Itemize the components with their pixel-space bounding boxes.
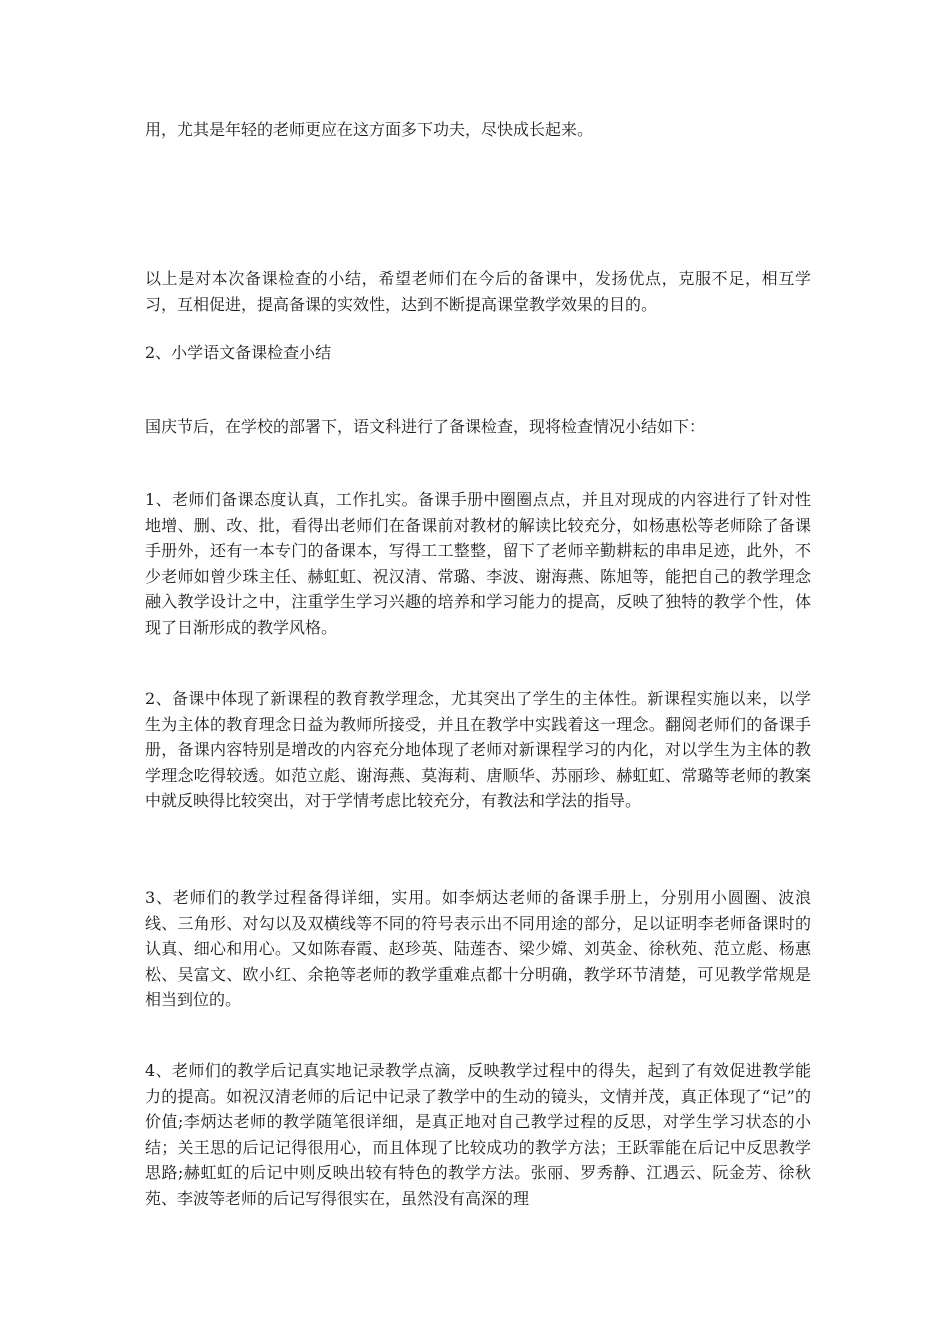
paragraph-intro: 国庆节后，在学校的部署下，语文科进行了备课检查，现将检查情况小结如下： (145, 417, 706, 436)
paragraph-point-1: 1、老师们备课态度认真，工作扎实。备课手册中圈圈点点，并且对现成的内容进行了针对性地增、删、改、批，看得出老师们在备课前对教材的解读比较充分，如杨惠松等老师除了备课手册外，还有一本专门的备课本，写得工工整整，留下了老师辛勤耕耘的串串足迹，此外，不少老师如曾少珠主任、赫虹虹、祝汉清、常璐、李波、谢海燕、陈旭等，能把自己的教学理念融入教学设计之中，注重学生学习兴趣的培养和学习能力的提高，反映了独特的教学个性，体现了日渐形成的教学风格。 (145, 490, 811, 637)
paragraph-point-3: 3、老师们的教学过程备得详细，实用。如李炳达老师的备课手册上，分别用小圆圈、波浪线、三角形、对勾以及双横线等不同的符号表示出不同用途的部分，足以证明李老师备课时的认真、细心和用心。又如陈春霞、赵珍英、陆莲杏、梁少嫦、刘英金、徐秋苑、范立彪、杨惠松、吴富文、欧小红、余艳等老师的教学重难点都十分明确，教学环节清楚，可见教学常规是相当到位的。 (145, 888, 811, 1009)
section-heading: 2、小学语文备课检查小结 (145, 343, 332, 362)
paragraph-point-4: 4、老师们的教学后记真实地记录教学点滴，反映教学过程中的得失，起到了有效促进教学能力的提高。如祝汉清老师的后记中记录了教学中的生动的镜头，文情并茂，真正体现了“记”的价值;李炳达老师的教学随笔很详细，是真正地对自己教学过程的反思，对学生学习状态的小结；关王思的后记记得很用心，而且体现了比较成功的教学方法；王跃霏能在后记中反思教学思路;赫虹虹的后记中则反映出较有特色的教学方法。张丽、罗秀静、江遇云、阮金芳、徐秋苑、李波等老师的后记写得很实在，虽然没有高深的理 (145, 1061, 811, 1208)
paragraph-summary-conclusion: 以上是对本次备课检查的小结，希望老师们在今后的备课中，发扬优点，克服不足，相互学习，互相促进，提高备课的实效性，达到不断提高课堂教学效果的目的。 (145, 269, 811, 314)
paragraph-point-2: 2、备课中体现了新课程的教育教学理念，尤其突出了学生的主体性。新课程实施以来，以学生为主体的教育理念日益为教师所接受，并且在教学中实践着这一理念。翻阅老师们的备课手册，备课内容特别是增改的内容充分地体现了老师对新课程学习的内化，对以学生为主体的教学理念吃得较透。如范立彪、谢海燕、莫海莉、唐顺华、苏丽珍、赫虹虹、常璐等老师的教案中就反映得比较突出，对于学情考虑比较充分，有教法和学法的指导。 (145, 689, 811, 810)
paragraph-continuation: 用，尤其是年轻的老师更应在这方面多下功夫，尽快成长起来。 (145, 120, 594, 139)
